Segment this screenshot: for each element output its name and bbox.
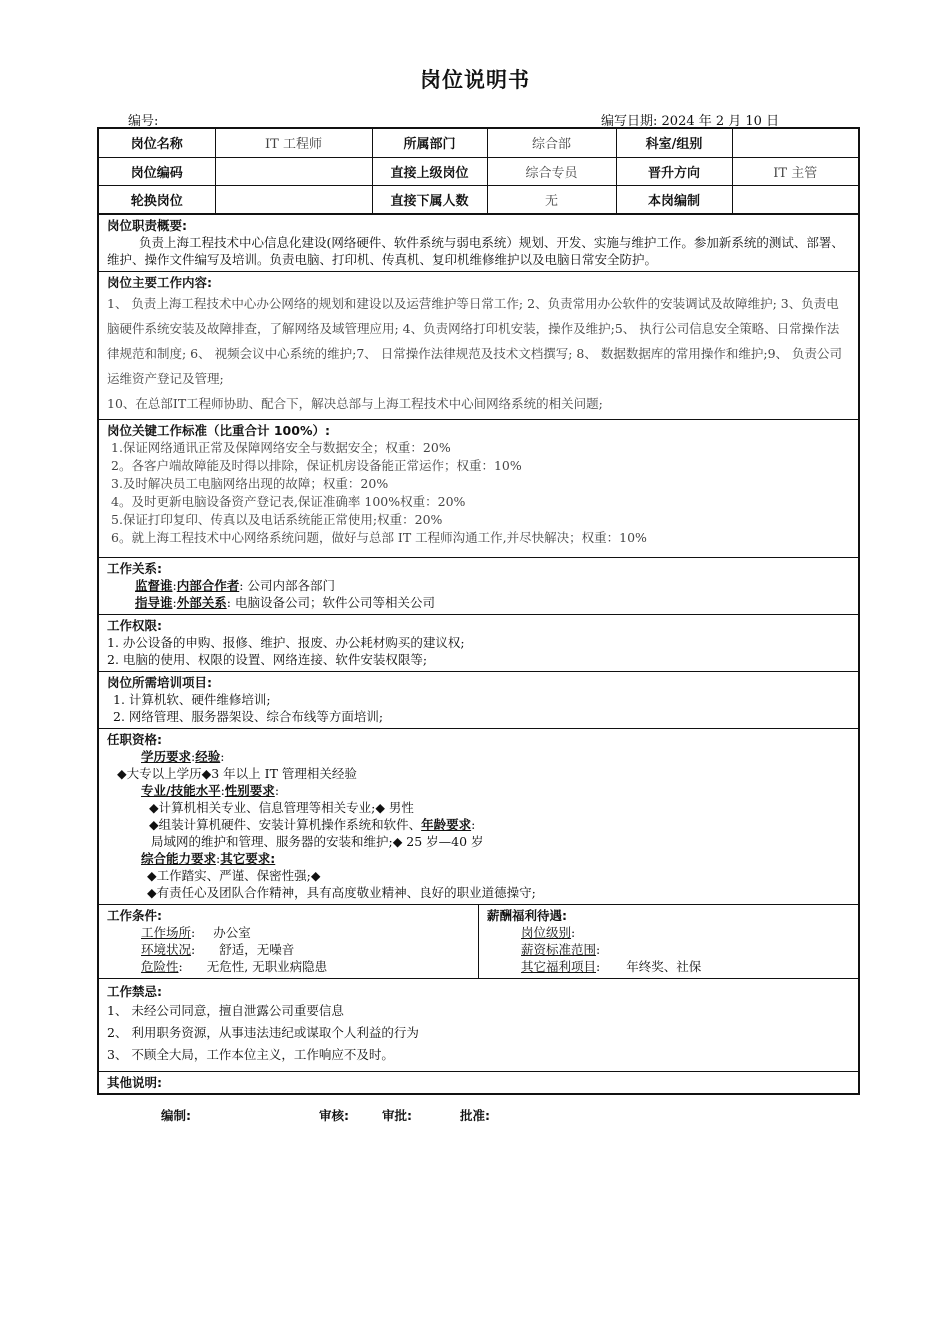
label-subordinates: 直接下属人数 — [372, 185, 487, 213]
label-superior: 直接上级岗位 — [372, 157, 487, 185]
internal-value: 公司内部各部门 — [247, 577, 335, 593]
risk-value: 无危性, 无职业病隐患 — [206, 958, 328, 974]
section-heading: 工作条件: — [107, 907, 162, 923]
section-other — [99, 1071, 858, 1094]
label-rotation: 轮换岗位 — [99, 185, 215, 213]
value-section — [732, 129, 858, 157]
section-heading: 薪酬福利待遇: — [487, 907, 567, 923]
table-row — [99, 185, 858, 213]
place-row: 工作场所: 办公室 — [141, 924, 251, 940]
other-benefit-row: 其它福利项目: 年终奖、社保 — [521, 958, 702, 974]
section-heading: 岗位主要工作内容: — [107, 274, 212, 290]
skill-labels: 专业/技能水平:性别要求: — [141, 782, 280, 798]
env-value: 舒适，无噪音 — [219, 941, 295, 957]
label-promotion: 晋升方向 — [616, 157, 732, 185]
label-headcount: 本岗编制 — [616, 185, 732, 213]
date-value: 2024 年 2 月 10 日 — [661, 114, 780, 129]
ability-labels: 综合能力要求:其它要求: — [141, 850, 276, 866]
gender-label: 性别要求 — [224, 782, 275, 798]
list-item: 1、 未经公司同意，擅自泄露公司重要信息 — [107, 1002, 344, 1018]
date-label: 编写日期: — [601, 114, 658, 129]
value-subordinates: 无 — [487, 185, 616, 213]
external-value: 电脑设备公司；软件公司等相关公司 — [234, 594, 435, 610]
exp-label: 经验 — [195, 748, 221, 764]
value-superior: 综合专员 — [487, 157, 616, 185]
standards-list — [107, 439, 850, 547]
skill-line-1: ◆计算机相关专业、信息管理等相关专业;◆ 男性 — [149, 799, 414, 815]
basic-info-table — [99, 129, 858, 214]
main-work-line10: 10、在总部IT工程师协助、配合下，解决总部与上海工程技术中心间网络系统的相关问题; — [107, 395, 603, 411]
skill-line-3: 局域网的维护和管理、服务器的安装和维护;◆ 25 岁—40 岁 — [151, 833, 484, 849]
main-work-text: 1、 负责上海工程技术中心办公网络的规划和建设以及运营维护等日常工作; 2、负责常用办公软件的安装调试及故障维护; 3、负责电脑硬件系统安装及故障排查，了解网络及域管理应用; 4、负责网络打印机安装，操作及维护;5、 执行公司信息安全策略、日常操作法律规范和制度; 6、 视频会议中心系统的维护;7、 日常操作法律规范及技术文档撰写; 8、 数据数据库的常用操作和维护;9、 负责公司运维资产登记及管理; — [107, 295, 842, 386]
relations-line-2: 指导谁:外部关系: 电脑设备公司；软件公司等相关公司 — [135, 594, 435, 610]
list-item: 1. 办公设备的申购、报修、维护、报废、办公耗材购买的建议权; — [107, 634, 465, 650]
list-item: 1. 计算机软、硬件维修培训; — [113, 691, 271, 707]
doc-number-label: 编号: — [128, 114, 159, 129]
section-summary — [99, 214, 858, 271]
label-job-title: 岗位名称 — [99, 129, 215, 157]
approve-label: 审批: — [382, 1108, 412, 1123]
section-standards — [99, 419, 858, 557]
external-label: 外部关系 — [176, 594, 227, 610]
age-label: 年龄要求 — [421, 816, 472, 832]
skill-line-2-text: ◆组装计算机硬件、安装计算机操作系统和软件、 — [149, 816, 422, 832]
section-heading: 岗位职责概要: — [107, 217, 187, 233]
table-row — [99, 157, 858, 185]
section-heading: 岗位所需培训项目: — [107, 674, 212, 690]
range-row: 薪资标准范围: — [521, 941, 601, 957]
ability-line-1: ◆工作踏实、严谨、保密性强;◆ — [147, 867, 321, 883]
prepared-by-label: 编制: — [161, 1108, 191, 1123]
list-item: 2. 网络管理、服务器架设、综合布线等方面培训; — [113, 708, 384, 724]
list-item: 1.保证网络通讯正常及保障网络安全与数据安全；权重：20% — [111, 439, 451, 455]
section-heading: 工作关系: — [107, 560, 162, 576]
env-row: 环境状况: 舒适，无噪音 — [141, 941, 295, 957]
guide-label: 指导谁 — [135, 594, 173, 610]
summary-text: 负责上海工程技术中心信息化建设(网络硬件、软件系统与弱电系统）规划、开发、实施与维护工作。参加新系统的测试、部署、维护、操作文件编写及培训。负责电脑、打印机、传真机、复印机维修维护以及电脑日常安全防护。 — [107, 234, 844, 267]
list-item: 2. 电脑的使用、权限的设置、网络连接、软件安装权限等; — [107, 651, 428, 667]
section-training — [99, 671, 858, 728]
other-benefit-label: 其它福利项目 — [521, 958, 597, 974]
other-req-label: 其它要求: — [220, 850, 276, 866]
edu-labels: 学历要求:经验: — [141, 748, 225, 764]
list-item: 2、 利用职务资源，从事违法违纪或谋取个人利益的行为 — [107, 1024, 419, 1040]
list-item: 6。就上海工程技术中心网络系统问题，做好与总部 IT 工程师沟通工作,并尽快解决；权重：10% — [111, 529, 647, 545]
section-conditions — [99, 905, 479, 978]
value-job-title: IT 工程师 — [215, 129, 372, 157]
value-rotation — [215, 185, 372, 213]
table-row — [99, 129, 858, 157]
level-row: 岗位级别: — [521, 924, 576, 940]
label-section: 科室/组别 — [616, 129, 732, 157]
skill-line-2: ◆组装计算机硬件、安装计算机操作系统和软件、年龄要求: — [149, 816, 476, 832]
value-headcount — [732, 185, 858, 213]
ratify-label: 批准: — [460, 1108, 490, 1123]
prohibitions-list — [107, 1000, 850, 1066]
edu-label: 学历要求 — [141, 748, 192, 764]
section-main-work — [99, 271, 858, 419]
relations-line-1: 监督谁:内部合作者: 公司内部各部门 — [135, 577, 335, 593]
section-heading: 任职资格: — [107, 731, 162, 747]
section-salary — [479, 905, 858, 978]
section-relations — [99, 557, 858, 614]
list-item: 5.保证打印复印、传真以及电话系统能正常使用;权重：20% — [111, 511, 443, 527]
page-title: 岗位说明书 — [420, 68, 530, 92]
level-label: 岗位级别 — [521, 924, 572, 940]
section-heading: 岗位关键工作标准（比重合计 100%）: — [107, 422, 330, 438]
section-heading: 工作禁忌: — [107, 983, 162, 999]
env-label: 环境状况 — [141, 941, 192, 957]
ability-label: 综合能力要求 — [141, 850, 217, 866]
supervisor-label: 监督谁 — [135, 577, 173, 593]
label-job-code: 岗位编码 — [99, 157, 215, 185]
section-conditions-salary — [99, 904, 858, 978]
skill-label: 专业/技能水平 — [141, 782, 221, 798]
section-authority — [99, 614, 858, 671]
range-label: 薪资标准范围 — [521, 941, 597, 957]
list-item: 4。及时更新电脑设备资产登记表,保证准确率 100%权重：20% — [111, 493, 466, 509]
other-benefit-value: 年终奖、社保 — [626, 958, 702, 974]
place-value: 办公室 — [213, 924, 251, 940]
value-department: 综合部 — [487, 129, 616, 157]
label-department: 所属部门 — [372, 129, 487, 157]
job-description-form — [97, 127, 860, 1095]
place-label: 工作场所 — [141, 924, 192, 940]
section-heading: 其他说明: — [107, 1074, 162, 1090]
section-heading: 工作权限: — [107, 617, 162, 633]
review-label: 审核: — [319, 1108, 349, 1123]
value-job-code — [215, 157, 372, 185]
value-promotion: IT 主管 — [732, 157, 858, 185]
list-item: 3、 不顾全大局，工作本位主义，工作响应不及时。 — [107, 1046, 394, 1062]
ability-line-2: ◆有责任心及团队合作精神，具有高度敬业精神、良好的职业道德操守; — [147, 884, 536, 900]
edu-line: ◆大专以上学历◆3 年以上 IT 管理相关经验 — [117, 765, 357, 781]
list-item: 2。各客户端故障能及时得以排除，保证机房设备能正常运作；权重：10% — [111, 457, 522, 473]
section-prohibitions — [99, 978, 858, 1071]
internal-label: 内部合作者 — [176, 577, 240, 593]
risk-label: 危险性 — [141, 958, 179, 974]
section-qualification — [99, 728, 858, 904]
risk-row: 危险性: 无危性, 无职业病隐患 — [141, 958, 328, 974]
list-item: 3.及时解决员工电脑网络出现的故障；权重：20% — [111, 475, 389, 491]
